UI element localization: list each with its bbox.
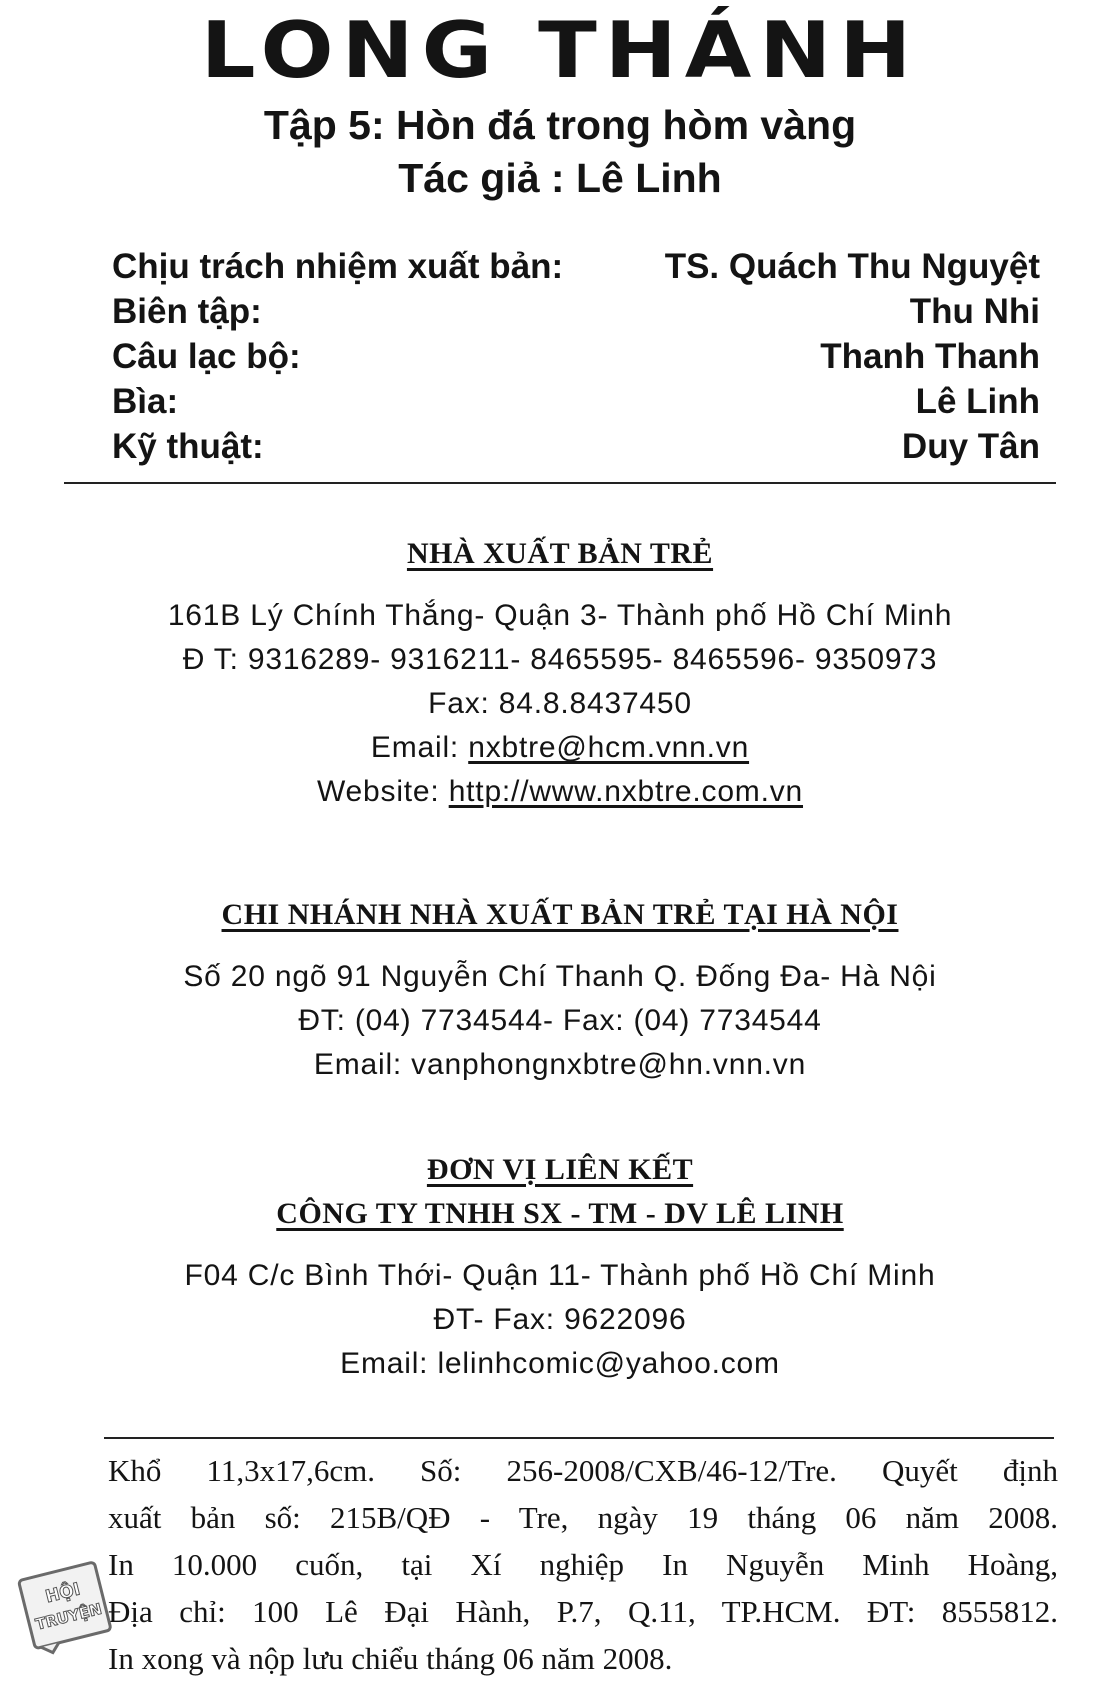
credit-row-editor: [112, 289, 1040, 334]
publisher-email-label: Email:: [370, 731, 460, 764]
credit-value: TS. Quách Thu Nguyệt: [664, 247, 1040, 286]
book-title: LONG THÁNH: [200, 6, 920, 96]
publisher-website-line: [0, 770, 1094, 814]
colophon-line: In 10.000 cuốn, tại Xí nghiệp In Nguyễn Minh Hoàng,: [108, 1547, 1058, 1582]
branch-address: Số 20 ngõ 91 Nguyễn Chí Thanh Q. Đống Đa- Hà Nội: [183, 960, 937, 993]
divider-top: [64, 482, 1056, 484]
volume-subtitle: Tập 5: Hòn đá trong hòm vàng: [263, 102, 857, 148]
branch-phone: ĐT: (04) 7734544- Fax: (04) 7734544: [298, 1004, 822, 1037]
credit-row-responsible: [112, 244, 1040, 289]
credit-label: Biên tập:: [112, 292, 262, 331]
partner-address: F04 C/c Bình Thới- Quận 11- Thành phố Hồ Chí Minh: [184, 1259, 936, 1292]
author-line: Tác giả : Lê Linh: [398, 155, 722, 201]
credit-label: Kỹ thuật:: [112, 427, 264, 466]
credit-label: Bìa:: [112, 382, 179, 421]
colophon-line: xuất bản số: 215B/QĐ - Tre, ngày 19 tháng 06 năm 2008.: [108, 1500, 1058, 1535]
divider-bottom: [104, 1437, 1054, 1439]
credit-label: Câu lạc bộ:: [112, 337, 301, 376]
credits-list: [112, 244, 1040, 469]
branch-heading: CHI NHÁNH NHÀ XUẤT BẢN TRẺ TẠI HÀ NỘI: [221, 898, 899, 931]
publisher-website-label: Website:: [316, 775, 440, 808]
credit-value: Thu Nhi: [909, 292, 1040, 331]
colophon-line: Khổ 11,3x17,6cm. Số: 256-2008/CXB/46-12/Tre. Quyết định: [108, 1453, 1058, 1488]
credit-row-cover: [112, 379, 1040, 424]
watermark-line1: HỘI: [43, 1579, 83, 1608]
partner-email: Email: lelinhcomic@yahoo.com: [340, 1347, 780, 1380]
publisher-phone: Đ T: 9316289- 9316211- 8465595- 8465596- 9350973: [182, 643, 938, 676]
partner-phone: ĐT- Fax: 9622096: [433, 1303, 687, 1336]
colophon-block: [108, 1447, 1058, 1682]
colophon-line: In xong và nộp lưu chiểu tháng 06 năm 2008.: [108, 1641, 673, 1676]
credit-label: Chịu trách nhiệm xuất bản:: [112, 247, 564, 286]
credit-value: Duy Tân: [901, 427, 1040, 466]
publisher-website-link[interactable]: http://www.nxbtre.com.vn: [448, 775, 804, 808]
publisher-heading: NHÀ XUẤT BẢN TRẺ: [406, 537, 714, 570]
partner-heading: ĐƠN VỊ LIÊN KẾT: [426, 1153, 694, 1186]
watermark-line2: TRUYỆN: [33, 1599, 104, 1634]
credit-row-technical: [112, 424, 1040, 469]
credit-row-club: [112, 334, 1040, 379]
branch-email: Email: vanphongnxbtre@hn.vnn.vn: [313, 1048, 807, 1081]
publisher-address: 161B Lý Chính Thắng- Quận 3- Thành phố Hồ Chí Minh: [167, 599, 953, 632]
partner-company: CÔNG TY TNHH SX - TM - DV LÊ LINH: [276, 1197, 844, 1230]
colophon-line: Địa chỉ: 100 Lê Đại Hành, P.7, Q.11, TP.HCM. ĐT: 8555812.: [108, 1594, 1058, 1629]
credit-value: Lê Linh: [915, 382, 1040, 421]
publisher-email-line: [0, 726, 1094, 770]
credit-value: Thanh Thanh: [820, 337, 1040, 376]
watermark-stamp-icon: [10, 1550, 122, 1662]
partner-section: [0, 1148, 1094, 1386]
branch-section: [0, 893, 1094, 1087]
publisher-email-link[interactable]: nxbtre@hcm.vnn.vn: [468, 731, 750, 764]
publisher-section: [0, 532, 1094, 814]
publisher-fax: Fax: 84.8.8437450: [428, 687, 692, 720]
